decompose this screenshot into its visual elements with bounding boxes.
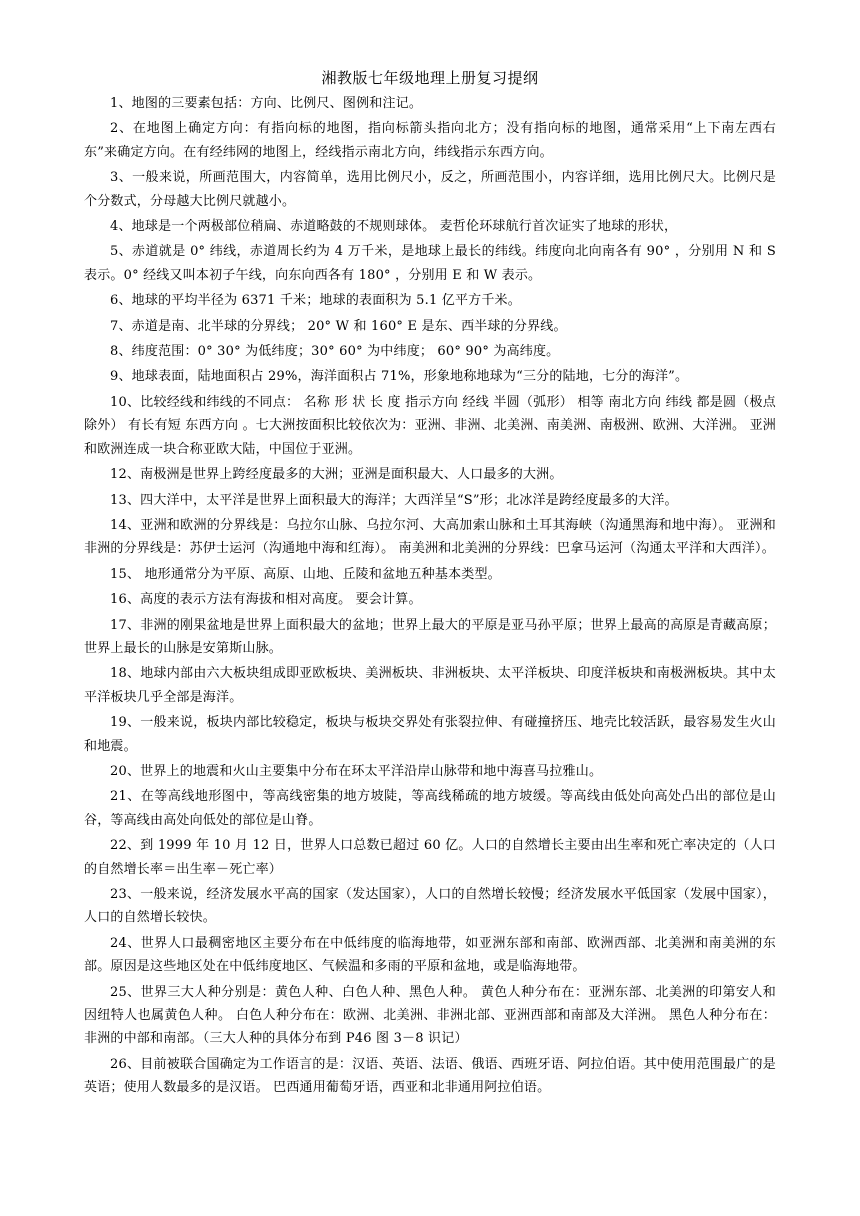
paragraph-item: 5、赤道就是 0° 纬线，赤道周长约为 4 万千米，是地球上最长的纬线。纬度向北向南各有 90° ，分别用 N 和 S 表示。0° 经线又叫本初子午线，向东向西各有 180° ，分别用 E 和 W 表示。 xyxy=(84,244,776,283)
paragraph-item: 16、高度的表示方法有海拔和相对高度。 要会计算。 xyxy=(110,592,422,608)
paragraph-item: 13、四大洋中，太平洋是世界上面积最大的海洋；大西洋呈“S”形；北冰洋是跨经度最多的大洋。 xyxy=(110,492,678,508)
paragraph-item: 18、地球内部由六大板块组成即亚欧板块、美洲板块、非洲板块、太平洋板块、印度洋板块和南极洲板块。其中太平洋板块几乎全部是海洋。 xyxy=(84,666,776,705)
paragraph-item: 1、地图的三要素包括：方向、比例尺、图例和注记。 xyxy=(110,96,423,111)
paragraph-item: 4、地球是一个两极部位稍扁、赤道略鼓的不规则球体。 麦哲伦环球航行首次证实了地球的形状， xyxy=(110,219,678,235)
paragraph-item: 9、地球表面，陆地面积占 29%，海洋面积占 71%，形象地称地球为“三分的陆地，七分的海洋”。 xyxy=(110,369,689,385)
paragraph-item: 22、到 1999 年 10 月 12 日，世界人口总数已超过 60 亿。人口的自然增长主要由出生率和死亡率决定的（人口的自然增长率＝出生率－死亡率） xyxy=(84,838,776,877)
paragraph-list xyxy=(84,92,776,1100)
paragraph-item: 24、世界人口最稠密地区主要分布在中低纬度的临海地带，如亚洲东部和南部、欧洲西部、北美洲和南美洲的东部。原因是这些地区处在中低纬度地区、气候温和多雨的平原和盆地，或是临海地带。 xyxy=(84,935,776,975)
paragraph-item: 12、南极洲是世界上跨经度最多的大洲；亚洲是面积最大、人口最多的大洲。 xyxy=(110,467,563,483)
paragraph-item: 21、在等高线地形图中，等高线密集的地方坡陡，等高线稀疏的地方坡缓。等高线由低处向高处凸出的部位是山谷，等高线由高处向低处的部位是山脊。 xyxy=(84,789,776,828)
paragraph-item: 7、赤道是南、北半球的分界线； 20° W 和 160° E 是东、西半球的分界线。 xyxy=(110,318,567,334)
paragraph-item: 6、地球的平均半径为 6371 千米；地球的表面积为 5.1 亿平方千米。 xyxy=(110,293,521,309)
paragraph-item: 19、一般来说，板块内部比较稳定，板块与板块交界处有张裂拉伸、有碰撞挤压、地壳比较活跃，最容易发生火山和地震。 xyxy=(84,715,776,754)
paragraph-item: 8、纬度范围：0° 30° 为低纬度；30° 60° 为中纬度； 60° 90° 为高纬度。 xyxy=(110,344,560,360)
paragraph-item: 14、亚洲和欧洲的分界线是：乌拉尔山脉、乌拉尔河、大高加索山脉和土耳其海峡（沟通黑海和地中海）。 亚洲和非洲的分界线是：苏伊士运河（沟通地中海和红海）。 南美洲和北美洲的分界线：巴拿马运河（沟通太平洋和大西洋）。 xyxy=(84,517,776,557)
paragraph-item: 20、世界上的地震和火山主要集中分布在环太平洋沿岸山脉带和地中海喜马拉雅山。 xyxy=(110,763,603,779)
document-page xyxy=(84,68,776,1102)
paragraph-item: 17、非洲的刚果盆地是世界上面积最大的盆地；世界上最大的平原是亚马孙平原；世界上最高的高原是青藏高原；世界上最长的山脉是安第斯山脉。 xyxy=(84,617,776,656)
paragraph-item: 10、比较经线和纬线的不同点： 名称 形 状 长 度 指示方向 经线 半圆（弧形） 相等 南北方向 纬线 都是圆（极点除外） 有长有短 东西方向 。七大洲按面积比较依次为：亚洲、非洲、北美洲、南美洲、南极洲、欧洲、大洋洲。 亚洲和欧洲连成一块合称亚欧大陆，中国位于亚洲。 xyxy=(84,394,776,457)
paragraph-item: 23、一般来说，经济发展水平高的国家（发达国家），人口的自然增长较慢；经济发展水平低国家（发展中国家），人口的自然增长较快。 xyxy=(84,887,776,926)
paragraph-item: 26、目前被联合国确定为工作语言的是：汉语、英语、法语、俄语、西班牙语、阿拉伯语。其中使用范围最广的是英语；使用人数最多的是汉语。 巴西通用葡萄牙语，西亚和北非通用阿拉伯语。 xyxy=(84,1056,776,1096)
paragraph-item: 25、世界三大人种分别是：黄色人种、白色人种、黑色人种。 黄色人种分布在：亚洲东部、北美洲的印第安人和因纽特人也属黄色人种。 白色人种分布在：欧洲、北美洲、非洲北部、亚洲西部和南部及大洋洲。 黑色人种分布在：非洲的中部和南部。（三大人种的具体分布到 P46 图 3－8 识记） xyxy=(84,984,776,1047)
paragraph-item: 15、 地形通常分为平原、高原、山地、丘陵和盆地五种基本类型。 xyxy=(110,566,501,582)
document-title: 湘教版七年级地理上册复习提纲 xyxy=(321,69,539,87)
paragraph-item: 2、在地图上确定方向：有指向标的地图，指向标箭头指向北方；没有指向标的地图，通常采用“上下南左西右东”来确定方向。在有经纬网的地图上，经线指示南北方向，纬线指示东西方向。 xyxy=(84,121,776,160)
paragraph-item: 3、一般来说，所画范围大，内容简单，选用比例尺小，反之，所画范围小，内容详细，选用比例尺大。比例尺是个分数式，分母越大比例尺就越小。 xyxy=(84,170,776,209)
